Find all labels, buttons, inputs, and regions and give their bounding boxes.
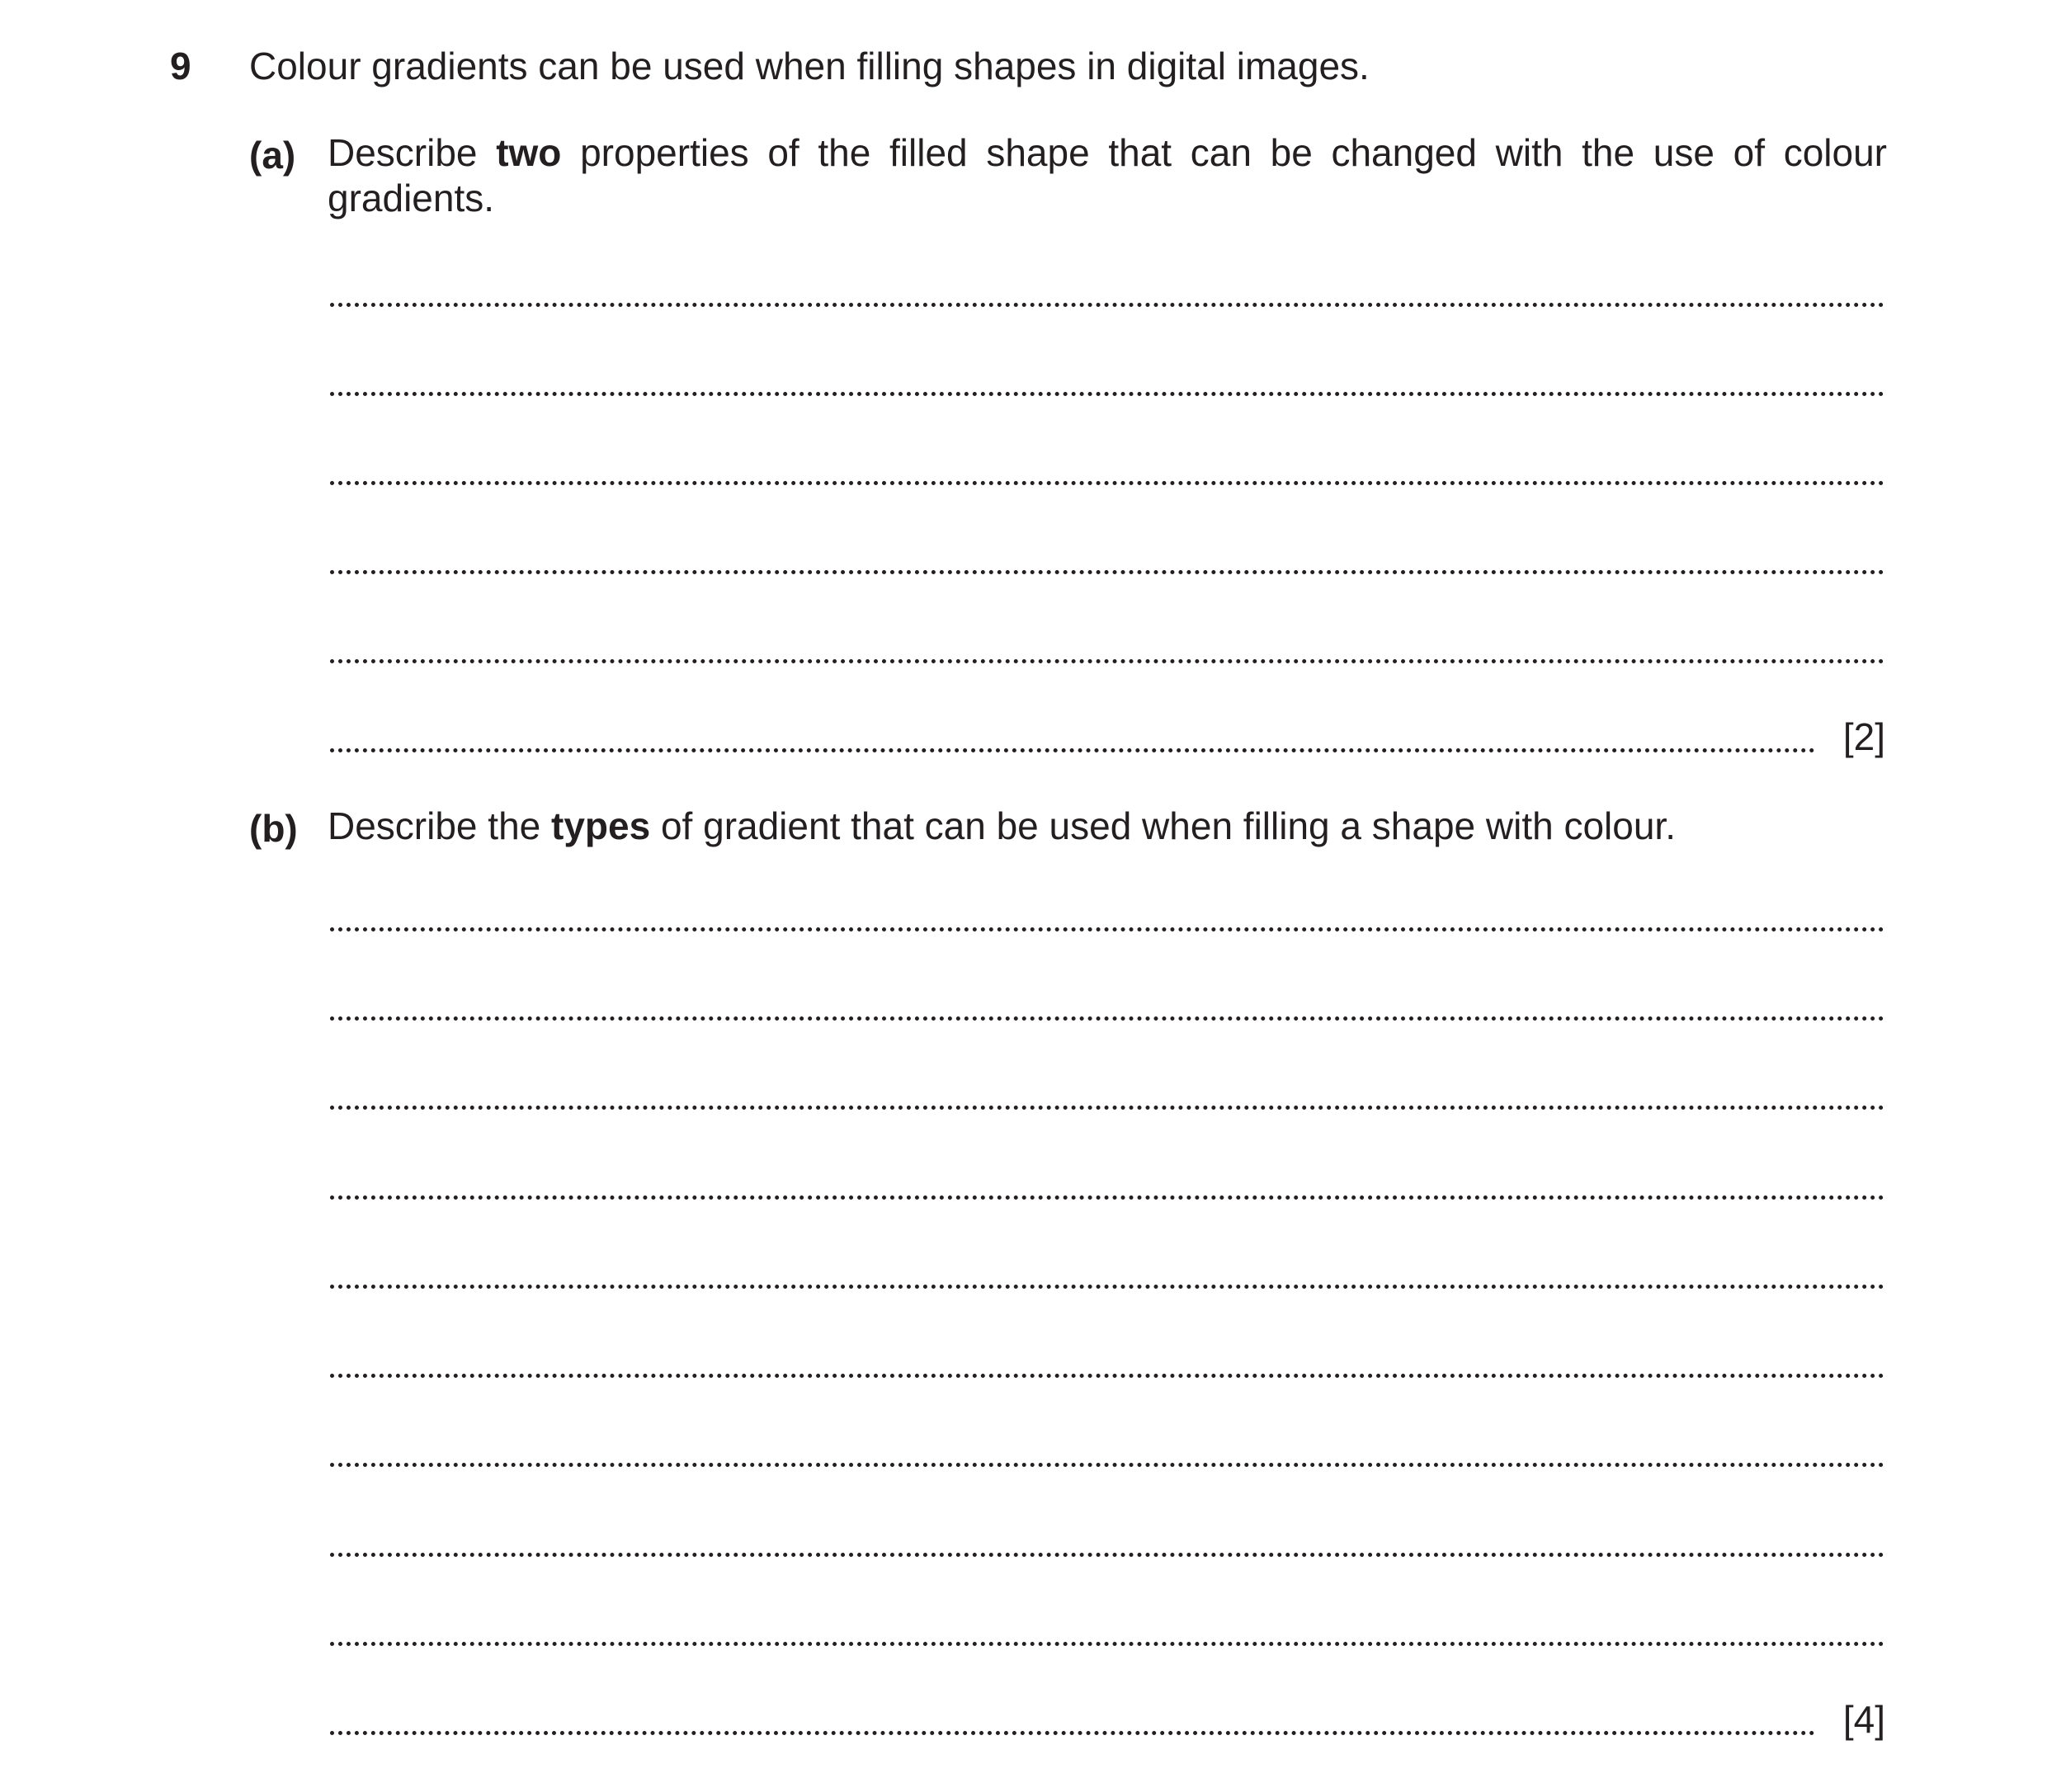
question-stem: Colour gradients can be used when filling shapes in digital images.	[249, 45, 1370, 87]
part-b-label: (b)	[249, 807, 298, 850]
part-b-bold-word: types	[551, 804, 651, 847]
part-a-label: (a)	[249, 134, 296, 177]
part-b-text-before: Describe the	[328, 804, 552, 847]
part-a-marks: [2]	[1842, 715, 1885, 758]
answer-line[interactable]	[330, 1543, 1884, 1557]
answer-line[interactable]	[330, 1186, 1884, 1200]
part-b-marks: [4]	[1842, 1698, 1885, 1741]
part-a-text-before: Describe	[328, 131, 497, 174]
answer-line[interactable]	[330, 382, 1884, 396]
answer-line[interactable]	[330, 1632, 1884, 1646]
part-b-question	[328, 804, 1887, 849]
answer-line[interactable]	[330, 1453, 1884, 1467]
part-a-text-after: properties of the filled shape that can be changed with the use of colour gradients.	[328, 131, 1887, 219]
answer-line[interactable]	[330, 1007, 1884, 1021]
answer-line[interactable]	[330, 560, 1884, 574]
answer-line[interactable]	[330, 649, 1884, 663]
question-number: 9	[170, 45, 191, 87]
answer-line[interactable]	[330, 917, 1884, 931]
answer-line[interactable]	[330, 293, 1884, 307]
part-a-bold-word: two	[496, 131, 562, 174]
answer-line[interactable]	[330, 471, 1884, 485]
answer-line[interactable]	[330, 1096, 1884, 1110]
part-b-text-after: of gradient that can be used when filling a shape with colour.	[650, 804, 1676, 847]
part-a-question	[328, 130, 1887, 221]
answer-line[interactable]	[330, 738, 1815, 752]
answer-line[interactable]	[330, 1721, 1815, 1735]
answer-line[interactable]	[330, 1364, 1884, 1378]
answer-line[interactable]	[330, 1275, 1884, 1289]
